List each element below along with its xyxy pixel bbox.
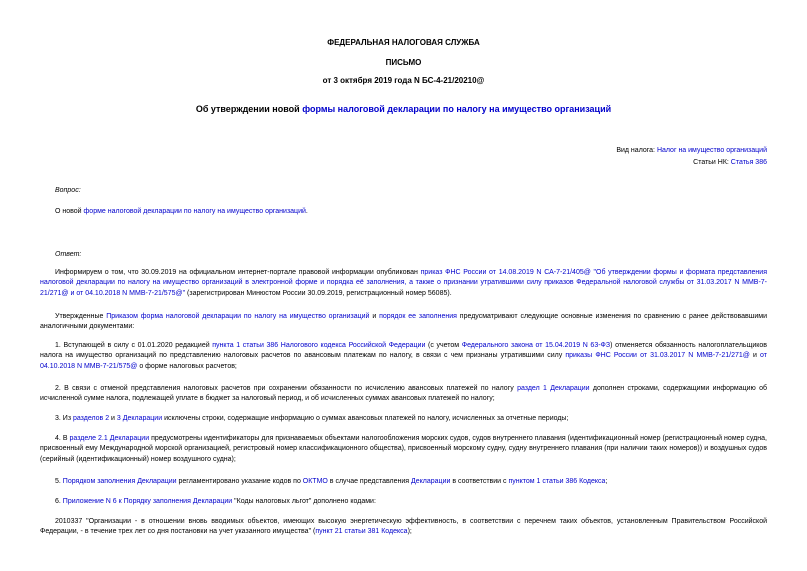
- tax-type-link[interactable]: Налог на имущество организаций: [656, 147, 767, 154]
- text-segment: "Коды налоговых льгот" дополнено кодами:: [232, 498, 376, 505]
- text-segment: О новой: [55, 208, 84, 215]
- question-label: Вопрос:: [55, 187, 81, 194]
- text-segment: предусмотрены идентификаторы для признаваемых объектами налогообложения морских судов, судов внутреннего плавания (идентификационный номер (регистрационный номер судна, присвоенный ему Международной морской организацией, регистровый номер классификационного общества), присвоенный морскому судну, судну внутреннего плавания (при наличии таких номеров)) и воздушных судов (серийный (идентификационный) номер воздушного судна);: [40, 435, 767, 463]
- text-segment: 1. Вступающей в силу с 01.01.2020 редакцией: [55, 342, 213, 349]
- text-segment: 2. В связи с отменой представления налоговых расчетов при сохранении обязанности по исчислению авансовых платежей по налогу: [55, 385, 518, 392]
- text-segment: исключены строки, содержащие информацию о суммах авансовых платежей по налогу, исчисленных за отчетные периоды;: [162, 415, 569, 422]
- text-segment: и: [749, 352, 761, 360]
- text-segment: о форме налоговых расчетов;: [137, 362, 237, 370]
- answer-paragraph-changes: [40, 312, 767, 333]
- answer-label: Ответ:: [55, 251, 82, 258]
- tax-type-line: [616, 146, 767, 156]
- text-segment: 3. Из: [55, 415, 73, 422]
- text-segment: Информируем о том, что 30.09.2019 на официальном интернет-портале правовой информации опубликован: [55, 269, 421, 276]
- doc-type-heading: ПИСЬМО: [385, 58, 422, 67]
- answer-paragraph-intro: [40, 268, 767, 299]
- filling-procedure-link[interactable]: Порядком заполнения Декларации: [62, 478, 177, 485]
- text-segment: дополнен строками, содержащими информацию об исчисленной сумме налога, подлежащей уплате в бюджет за налоговый период, и об исчисленных суммах авансовых платежей по налогу;: [40, 385, 767, 403]
- answer-item-1: [40, 341, 767, 372]
- appendix-6-link[interactable]: Приложение N 6 к Порядку заполнения Декларации: [62, 498, 233, 505]
- tax-type-label: Вид налога:: [616, 147, 657, 154]
- document-title: [0, 104, 807, 114]
- answer-item-3: [40, 414, 767, 424]
- text-segment: и: [109, 415, 117, 422]
- text-segment: в случае представления: [327, 478, 412, 485]
- tax-code-link[interactable]: пункта 1 статьи 386 Налогового кодекса Российской Федерации: [212, 342, 426, 349]
- text-segment: регламентировано указание кодов по: [176, 478, 303, 485]
- declaration-link[interactable]: Декларации: [411, 478, 451, 485]
- federal-law-link[interactable]: Федерального закона от 15.04.2019 N 63-ФЗ: [461, 342, 611, 349]
- text-segment: и: [369, 313, 380, 320]
- text-segment: (с учетом: [425, 342, 462, 349]
- section-1-link[interactable]: раздел 1 Декларации: [517, 385, 590, 392]
- question-text: [55, 207, 767, 217]
- order-link[interactable]: приказ ФНС России от 14.08.2019 N СА-7-21/405@ "Об утверждении формы и формата представления налоговой декларации по налогу на имущество организаций в электронной форме и порядка её заполнения, а также о признании утратившими силу приказов Федеральной налоговой службы от 31.03.2017 N ММВ-7-21/271@ и от 04.10.2018 N ММВ-7-21/575@": [40, 269, 768, 297]
- tax-article-line: [693, 158, 767, 168]
- text-segment: Утвержденные: [55, 313, 107, 320]
- title-text: Об утверждении новой: [195, 104, 303, 114]
- text-segment: в соответствии с: [450, 478, 509, 485]
- text-segment: 6.: [55, 498, 63, 505]
- text-segment: 5.: [55, 478, 63, 485]
- section-3-link[interactable]: 3 Декларации: [116, 415, 163, 422]
- sections-2-link[interactable]: разделов 2: [72, 415, 110, 422]
- answer-item-4: [40, 434, 767, 465]
- text-segment: 4. В: [55, 435, 70, 442]
- text-segment: 2010337 "Организации - в отношении вновь вводимых объектов, имеющих высокую энергетическую эффективность, в соответствии с перечнем таких объектов, установленным Правительством Российской Федерации, - в течение трех лет со дня постановки на учет указанного имущества" (: [40, 518, 767, 536]
- orders-link[interactable]: приказы ФНС России от 31.03.2017 N ММВ-7-21/271@: [565, 352, 750, 360]
- text-segment: );: [407, 528, 412, 536]
- article-381-link[interactable]: пункт 21 статьи 381 Кодекса: [315, 528, 408, 536]
- order-2018-link[interactable]: от 04.10.2018 N ММВ-7-21/575@: [40, 352, 767, 370]
- date-number-heading: от 3 октября 2019 года N БС-4-21/20210@: [322, 76, 485, 85]
- text-segment: ;: [605, 478, 608, 485]
- benefit-code-2010337: [40, 517, 767, 538]
- title-link[interactable]: формы налоговой декларации по налогу на имущество организаций: [302, 104, 612, 114]
- tax-article-label: Статьи НК:: [693, 159, 731, 166]
- answer-item-2: [40, 384, 767, 405]
- agency-heading: ФЕДЕРАЛЬНАЯ НАЛОГОВАЯ СЛУЖБА: [327, 38, 480, 47]
- text-segment: ) отменяется обязанность налогоплательщиков налога на имущество организаций по представлению налоговых расчетов по авансовым платежам по налогу, в связи с чем признаны утратившими силу: [40, 342, 767, 360]
- answer-item-6: [40, 497, 767, 507]
- text-segment: .: [305, 208, 308, 215]
- code-article-link[interactable]: пунктом 1 статьи 386 Кодекса: [508, 478, 606, 485]
- procedure-link[interactable]: порядок ее заполнения: [379, 313, 457, 320]
- tax-article-link[interactable]: Статья 386: [730, 159, 767, 166]
- oktmo-link[interactable]: ОКТМО: [302, 478, 328, 485]
- text-segment: предусматривают следующие основные изменения по сравнению с ранее действовавшими аналогичными документами:: [40, 313, 767, 331]
- form-link[interactable]: Приказом форма налоговой декларации по налогу на имущество организаций: [106, 313, 370, 320]
- answer-item-5: [40, 477, 767, 487]
- question-link[interactable]: форме налоговой декларации по налогу на имущество организаций: [83, 208, 306, 215]
- section-2-1-link[interactable]: разделе 2.1 Декларации: [69, 435, 150, 442]
- text-segment: (зарегистрирован Минюстом России 30.09.2019, регистрационный номер 56085).: [185, 289, 452, 297]
